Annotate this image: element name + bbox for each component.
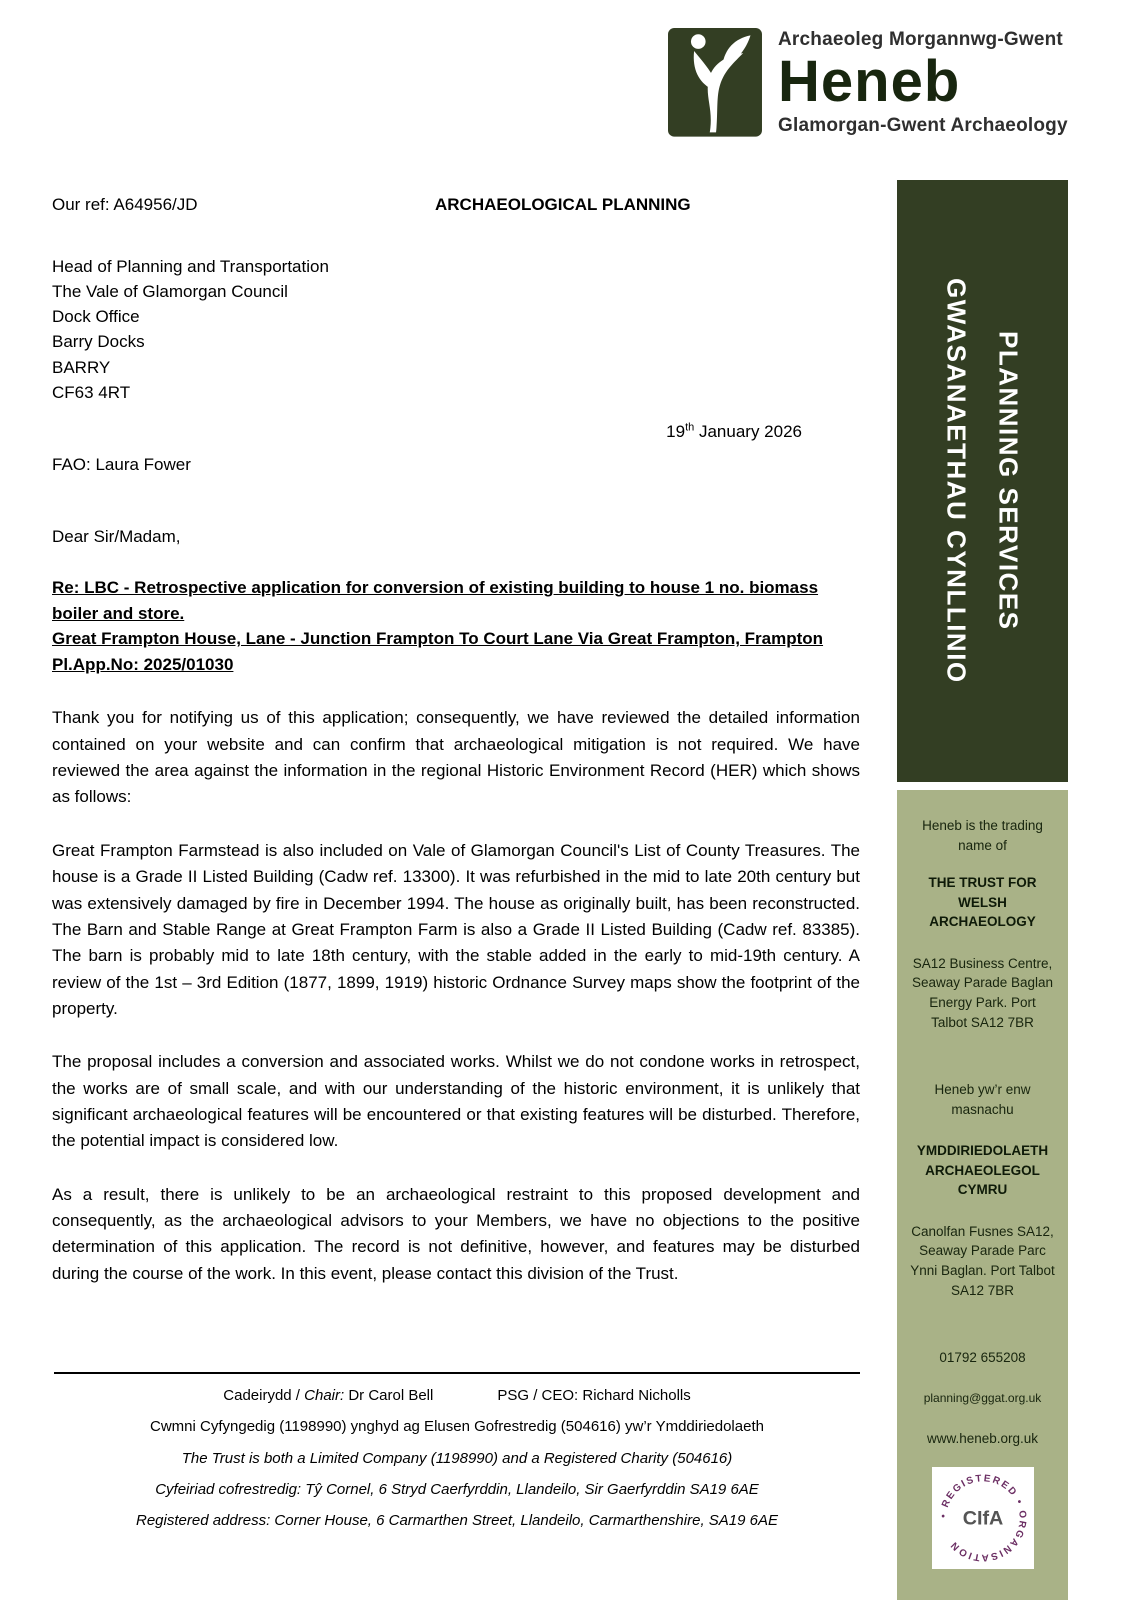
- recipient-line: Dock Office: [52, 307, 140, 327]
- footer-officers: [52, 1386, 862, 1406]
- footer-registered-address-english: Registered address: Corner House, 6 Carmarthen Street, Llandeilo, Carmarthenshire, SA19 6AE: [136, 1512, 778, 1529]
- footer-company-welsh: Cwmni Cyfyngedig (1198990) ynghyd ag Elusen Gofrestredig (504616) yw’r Ymddiriedolaeth: [150, 1418, 764, 1436]
- recipient-line: The Vale of Glamorgan Council: [52, 282, 288, 302]
- recipient-line: Barry Docks: [52, 332, 145, 352]
- ceo-entry: PSG / CEO: Richard Nicholls: [497, 1387, 691, 1404]
- cifa-registered-logo: [932, 1467, 1034, 1569]
- planning-services-banner: [897, 180, 1068, 782]
- cifa-ring-text: • REGISTERED • ORGANISATION: [937, 1472, 1028, 1563]
- logo-tagline-welsh: Archaeoleg Morgannwg-Gwent: [778, 29, 1063, 51]
- letter-body: [52, 192, 860, 1314]
- banner-line-welsh: GWASANAETHAU CYNLLINIO: [941, 278, 972, 684]
- recipient-line: BARRY: [52, 357, 111, 377]
- reference-row: [52, 192, 860, 218]
- trust-name-en: THE TRUST FOR WELSH ARCHAEOLOGY: [928, 875, 1037, 930]
- heneb-tree-icon: [668, 28, 762, 138]
- date-ordinal-suffix: th: [685, 421, 695, 434]
- paragraph-conclusion: As a result, there is unlikely to be an archaeological restraint to this proposed development and consequently, as the archaeological advisors to your Members, we have no objections to the positive determination of this application. The record is not definitive, however, and features may be disturbed during the course of the work. In this event, please contact this division of the Trust.: [52, 1184, 860, 1283]
- paragraph-intro: Thank you for notifying us of this application; consequently, we have reviewed the detailed information contained on your website and can confirm that archaeological mitigation is not required. We have reviewed the area against the information in the regional Historic Environment Record (HER) which shows as follows:: [52, 708, 860, 807]
- email-address: planning@ggat.org.uk: [923, 1390, 1042, 1405]
- our-ref: Our ref: A64956/JD: [52, 195, 198, 214]
- logo-name: Heneb: [778, 49, 961, 115]
- subject-line-appno: Pl.App.No: 2025/01030: [52, 654, 234, 674]
- recipient-line: Head of Planning and Transportation: [52, 257, 329, 276]
- trading-name-en: Heneb is the trading name of: [922, 818, 1043, 853]
- banner-line-english: PLANNING SERVICES: [993, 331, 1024, 631]
- department-heading: ARCHAEOLOGICAL PLANNING: [435, 195, 691, 214]
- fao-line: FAO: Laura Fower: [52, 455, 191, 475]
- chair-entry: Cadeirydd / Chair: Dr Carol Bell: [223, 1387, 434, 1404]
- letter-date: 19th January 2026: [666, 421, 802, 441]
- address-cy: Canolfan Fusnes SA12, Seaway Parade Parc Ynni Baglan. Port Talbot SA12 7BR: [910, 1223, 1055, 1298]
- letter-footer: [52, 1372, 862, 1542]
- cifa-name-text: CIfA: [962, 1507, 1003, 1530]
- heneb-logo-block: [668, 28, 1068, 138]
- address-en: SA12 Business Centre, Seaway Parade Baglan Energy Park. Port Talbot SA12 7BR: [911, 955, 1054, 1030]
- logo-tagline-english: Glamorgan-Gwent Archaeology: [778, 114, 1068, 136]
- paragraph-proposal: The proposal includes a conversion and associated works. Whilst we do not condone works in retrospect, the works are of small scale, and with our understanding of the historic environment, it is unlikely that significant archaeological features will be encountered or that existing features will be disturbed. Therefore, the potential impact is considered low.: [52, 1052, 860, 1151]
- subject-block: [52, 575, 860, 677]
- trust-name-cy: YMDDIRIEDOLAETH ARCHAEOLEGOL CYMRU: [916, 1143, 1049, 1198]
- logo-text: [778, 29, 1068, 137]
- paragraph-her-record: Great Frampton Farmstead is also included on Vale of Glamorgan Council's List of County Treasures. The house is a Grade II Listed Building (Cadw ref. 13300). It was refurbished in the mid to late 20th century but was extensively damaged by fire in December 1994. The house as originally built, has been reconstructed. The Barn and Stable Range at Great Frampton Farm is also a Grade II Listed Building (Cadw ref. 83385). The barn is probably mid to late 18th century, with the stable added in the early to mid-19th century. A review of the 1st – 3rd Edition (1877, 1899, 1919) historic Ordnance Survey maps show the footprint of the property.: [52, 840, 860, 1018]
- banner-vertical-text: [931, 278, 1035, 684]
- recipient-line: CF63 4RT: [52, 382, 131, 402]
- website-url: www.heneb.org.uk: [926, 1431, 1039, 1447]
- footer-divider: [54, 1372, 860, 1374]
- footer-company-english: The Trust is both a Limited Company (1198990) and a Registered Charity (504616): [181, 1449, 733, 1467]
- subject-line-re: Re: LBC - Retrospective application for conversion of existing building to house 1 no. biomass boiler and store.: [52, 578, 819, 623]
- footer-registered-address-welsh: Cyfeiriad cofrestredig: Tŷ Cornel, 6 Stryd Caerfyrddin, Llandeilo, Sir Gaerfyrddin SA19 6AE: [155, 1480, 759, 1498]
- phone-number: 01792 655208: [939, 1350, 1026, 1366]
- recipient-address: [52, 254, 860, 405]
- letter-paragraphs: [52, 705, 860, 1287]
- contact-sidebar: [897, 790, 1068, 1600]
- subject-line-site: Great Frampton House, Lane - Junction Frampton To Court Lane Via Great Frampton, Frampton: [52, 629, 824, 649]
- trading-name-cy: Heneb yw’r enw masnachu: [934, 1082, 1031, 1117]
- salutation: Dear Sir/Madam,: [52, 526, 181, 546]
